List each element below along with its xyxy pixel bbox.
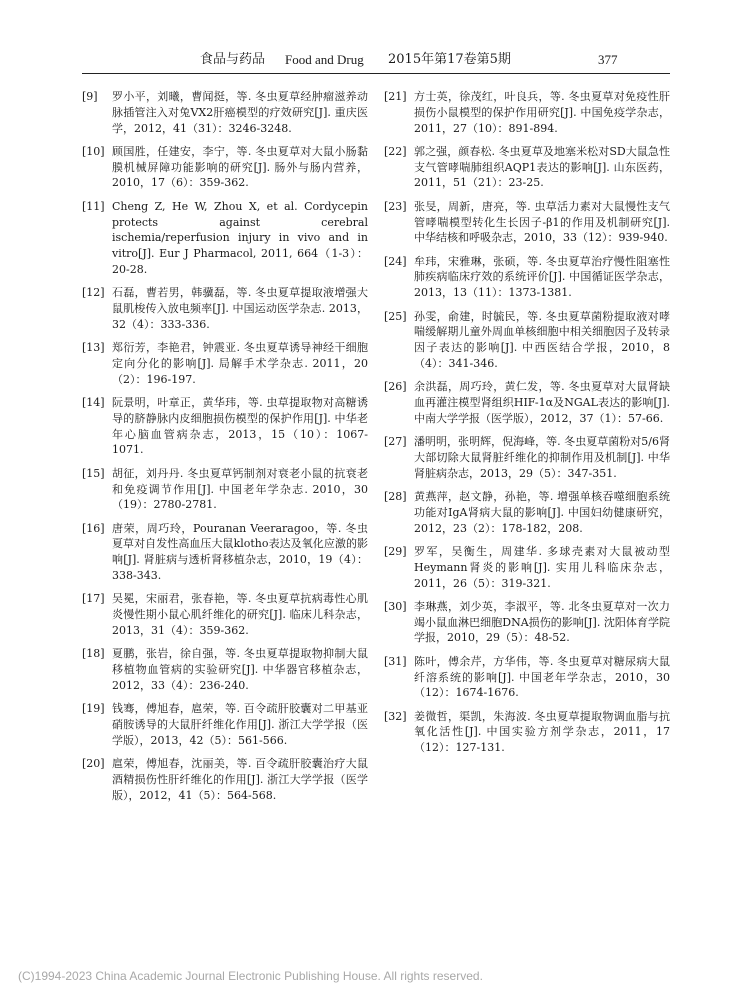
reference-text: Cheng Z, He W, Zhou X, et al. Cordycepin protects against cerebral ischemia/reperfusion injury in vivo and in vitro[J]. Eur J Pharmacol, 2011, 664（1-3）：20-28. — [112, 199, 368, 276]
reference-text: 顾国胜，任建安，李宁，等. 冬虫夏草对大鼠小肠黏膜机械屏障功能影响的研究[J]. 肠外与肠内营养，2010，17（6）：359-362. — [112, 144, 368, 190]
reference-text: 牟玮，宋雅琳，张硕，等. 冬虫夏草治疗慢性阻塞性肺疾病临床疗效的系统评价[J]. 中国循证医学杂志，2013，13（11）：1373-1381. — [414, 254, 670, 300]
reference-number: [17] — [82, 592, 105, 606]
reference-number: [14] — [82, 396, 105, 410]
journal-title-en: Food and Drug — [285, 52, 364, 67]
reference-text: 郑衍芳，李艳君，钟震亚. 冬虫夏草诱导神经干细胞定向分化的影响[J]. 局解手术学杂志. 2011，20（2）：196-197. — [112, 341, 368, 386]
reference-text: 钱骞，傅旭春，扈荣，等. 百令疏肝胶囊对二甲基亚硝胺诱导的大鼠肝纤维化作用[J]. 浙江大学学报（医学版），2013，42（5）：561-566. — [112, 702, 368, 747]
reference-number: [15] — [82, 466, 105, 480]
header-rule — [82, 73, 670, 74]
reference-number: [23] — [384, 199, 407, 213]
reference-number: [11] — [82, 199, 105, 213]
reference-item — [384, 544, 670, 591]
reference-number: [20] — [82, 756, 105, 770]
reference-text: 郭之强，颜春松. 冬虫夏草及地塞米松对SD大鼠急性支气管哮喘肺组织AQP1表达的影响[J]. 山东医药，2011，51（21）：23-25. — [414, 144, 670, 190]
reference-item — [82, 756, 368, 803]
reference-item — [82, 591, 368, 638]
reference-text: 陈叶，傅余芹，方华伟，等. 冬虫夏草对糖尿病大鼠纤溶系统的影响[J]. 中国老年学杂志，2010，30（12）：1674-1676. — [414, 654, 670, 700]
reference-number: [26] — [384, 380, 407, 394]
reference-item — [82, 466, 368, 513]
reference-item — [82, 89, 368, 136]
reference-number: [9] — [82, 90, 98, 103]
reference-text: 黄燕萍，赵文静，孙艳，等. 增强单核吞噬细胞系统功能对IgA肾病大鼠的影响[J]. 中国妇幼健康研究，2012，23（2）：178-182，208. — [414, 490, 670, 535]
reference-number: [24] — [384, 254, 407, 268]
reference-item — [82, 646, 368, 693]
reference-text: 罗小平，刘曦，曹闻挺，等. 冬虫夏草经肿瘤滋养动脉插管注入对兔VX2肝癌模型的疗效研究[J]. 重庆医学，2012，41（31）：3246-3248. — [112, 90, 368, 135]
reference-number: [27] — [384, 435, 407, 449]
reference-number: [12] — [82, 286, 105, 300]
reference-number: [13] — [82, 341, 105, 355]
reference-item — [384, 489, 670, 536]
reference-text: 李琳燕，刘少英，李淑平，等. 北冬虫夏草对一次力竭小鼠血淋巴细胞DNA损伤的影响[J]. 沈阳体育学院学报，2010，29（5）：48-52. — [414, 599, 670, 645]
reference-item — [82, 395, 368, 458]
reference-item — [384, 709, 670, 756]
reference-item — [82, 701, 368, 748]
issue-info: 2015年第17卷第5期 — [388, 52, 511, 67]
reference-text: 罗军，吴衡生，周建华. 多球壳素对大鼠被动型Heymann肾炎的影响[J]. 实用儿科临床杂志，2011，26（5）：319-321. — [414, 544, 670, 590]
page-number: 377 — [598, 52, 618, 67]
reference-item — [384, 654, 670, 701]
reference-item — [384, 434, 670, 481]
reference-item — [82, 285, 368, 332]
reference-number: [19] — [82, 702, 105, 716]
reference-number: [29] — [384, 544, 407, 558]
reference-text: 姜微哲，渠凯，朱海波. 冬虫夏草提取物调血脂与抗氧化活性[J]. 中国实验方剂学杂志，2011，17（12）：127-131. — [414, 709, 670, 755]
reference-text: 唐荣，周巧玲，Pouranan Veeraragoo，等. 冬虫夏草对自发性高血压大鼠klotho表达及氧化应激的影响[J]. 肾脏病与透析肾移植杂志，2010，19（4）：338-343. — [112, 521, 368, 583]
reference-number: [22] — [384, 144, 407, 158]
reference-item — [384, 254, 670, 301]
reference-item — [384, 144, 670, 191]
reference-text: 阮景明，叶章正，黄华玮，等. 虫草提取物对高糖诱导的脐静脉内皮细胞损伤模型的保护作用[J]. 中华老年心脑血管病杂志，2013，15（10）：1067-1071. — [112, 396, 368, 457]
reference-text: 潘明明，张明辉，倪海峰，等. 冬虫夏草菌粉对5/6肾大部切除大鼠肾脏纤维化的抑制作用及机制[J]. 中华肾脏病杂志，2013，29（5）：347-351. — [414, 435, 670, 480]
reference-item — [384, 379, 670, 426]
reference-item — [82, 144, 368, 191]
reference-number: [31] — [384, 654, 407, 668]
reference-number: [21] — [384, 90, 407, 103]
reference-text: 张旻，周新，唐亮，等. 虫草活力素对大鼠慢性支气管哮喘模型转化生长因子-β1的作用及机制研究[J]. 中华结核和呼吸杂志，2010，33（12）：939-940. — [414, 199, 670, 245]
reference-number: [10] — [82, 144, 105, 158]
copyright-footer: (C)1994-2023 China Academic Journal Electronic Publishing House. All rights reserved. — [18, 969, 483, 983]
reference-number: [30] — [384, 599, 407, 613]
reference-text: 胡征，刘丹丹. 冬虫夏草钙制剂对衰老小鼠的抗衰老和免疫调节作用[J]. 中国老年学杂志. 2010，30（19）：2780-2781. — [112, 466, 368, 512]
reference-item — [82, 521, 368, 584]
reference-column-left — [82, 89, 368, 811]
reference-item — [82, 340, 368, 387]
reference-number: [18] — [82, 647, 105, 661]
reference-text: 夏鹏，张岩，徐自强，等. 冬虫夏草提取物抑制大鼠移植物血管病的实验研究[J]. 中华器官移植杂志，2012，33（4）：236-240. — [112, 647, 368, 692]
reference-item — [384, 309, 670, 372]
reference-item — [384, 199, 670, 246]
reference-number: [32] — [384, 709, 407, 723]
reference-text: 孙雯，俞建，时毓民，等. 冬虫夏草菌粉提取液对哮喘缓解期儿童外周血单核细胞中相关细胞因子及转录因子表达的影响[J]. 中西医结合学报，2010，8（4）：341-346. — [414, 309, 670, 370]
reference-number: [28] — [384, 490, 407, 504]
reference-number: [16] — [82, 521, 105, 535]
reference-text: 石磊，曹若男，韩骥磊，等. 冬虫夏草提取液增强大鼠肌梭传入放电频率[J]. 中国运动医学杂志. 2013，32（4）：333-336. — [112, 286, 368, 331]
reference-text: 方士英，徐茂红，叶良兵，等. 冬虫夏草对免疫性肝损伤小鼠模型的保护作用研究[J]. 中国免疫学杂志，2011，27（10）：891-894. — [414, 90, 670, 135]
reference-item — [384, 599, 670, 646]
reference-text: 吴冕，宋丽君，张春艳，等. 冬虫夏草抗病毒性心肌炎慢性期小鼠心肌纤维化的研究[J]. 临床儿科杂志，2013，31（4）：359-362. — [112, 592, 368, 637]
journal-title-cn: 食品与药品 — [200, 52, 266, 67]
reference-item — [82, 199, 368, 278]
reference-item — [384, 89, 670, 136]
running-header — [0, 52, 750, 74]
reference-text: 余洪磊，周巧玲，黄仁发，等. 冬虫夏草对大鼠肾缺血再灌注模型肾组织HIF-1α及NGAL表达的影响[J]. 中南大学学报（医学版），2012，37（1）：57-66. — [414, 380, 670, 425]
reference-text: 扈荣，傅旭春，沈丽美，等. 百令疏肝胶囊治疗大鼠酒精损伤性肝纤维化的作用[J]. 浙江大学学报（医学版），2012，41（5）：564-568. — [112, 756, 368, 802]
reference-column-right — [384, 89, 670, 763]
reference-number: [25] — [384, 309, 407, 323]
